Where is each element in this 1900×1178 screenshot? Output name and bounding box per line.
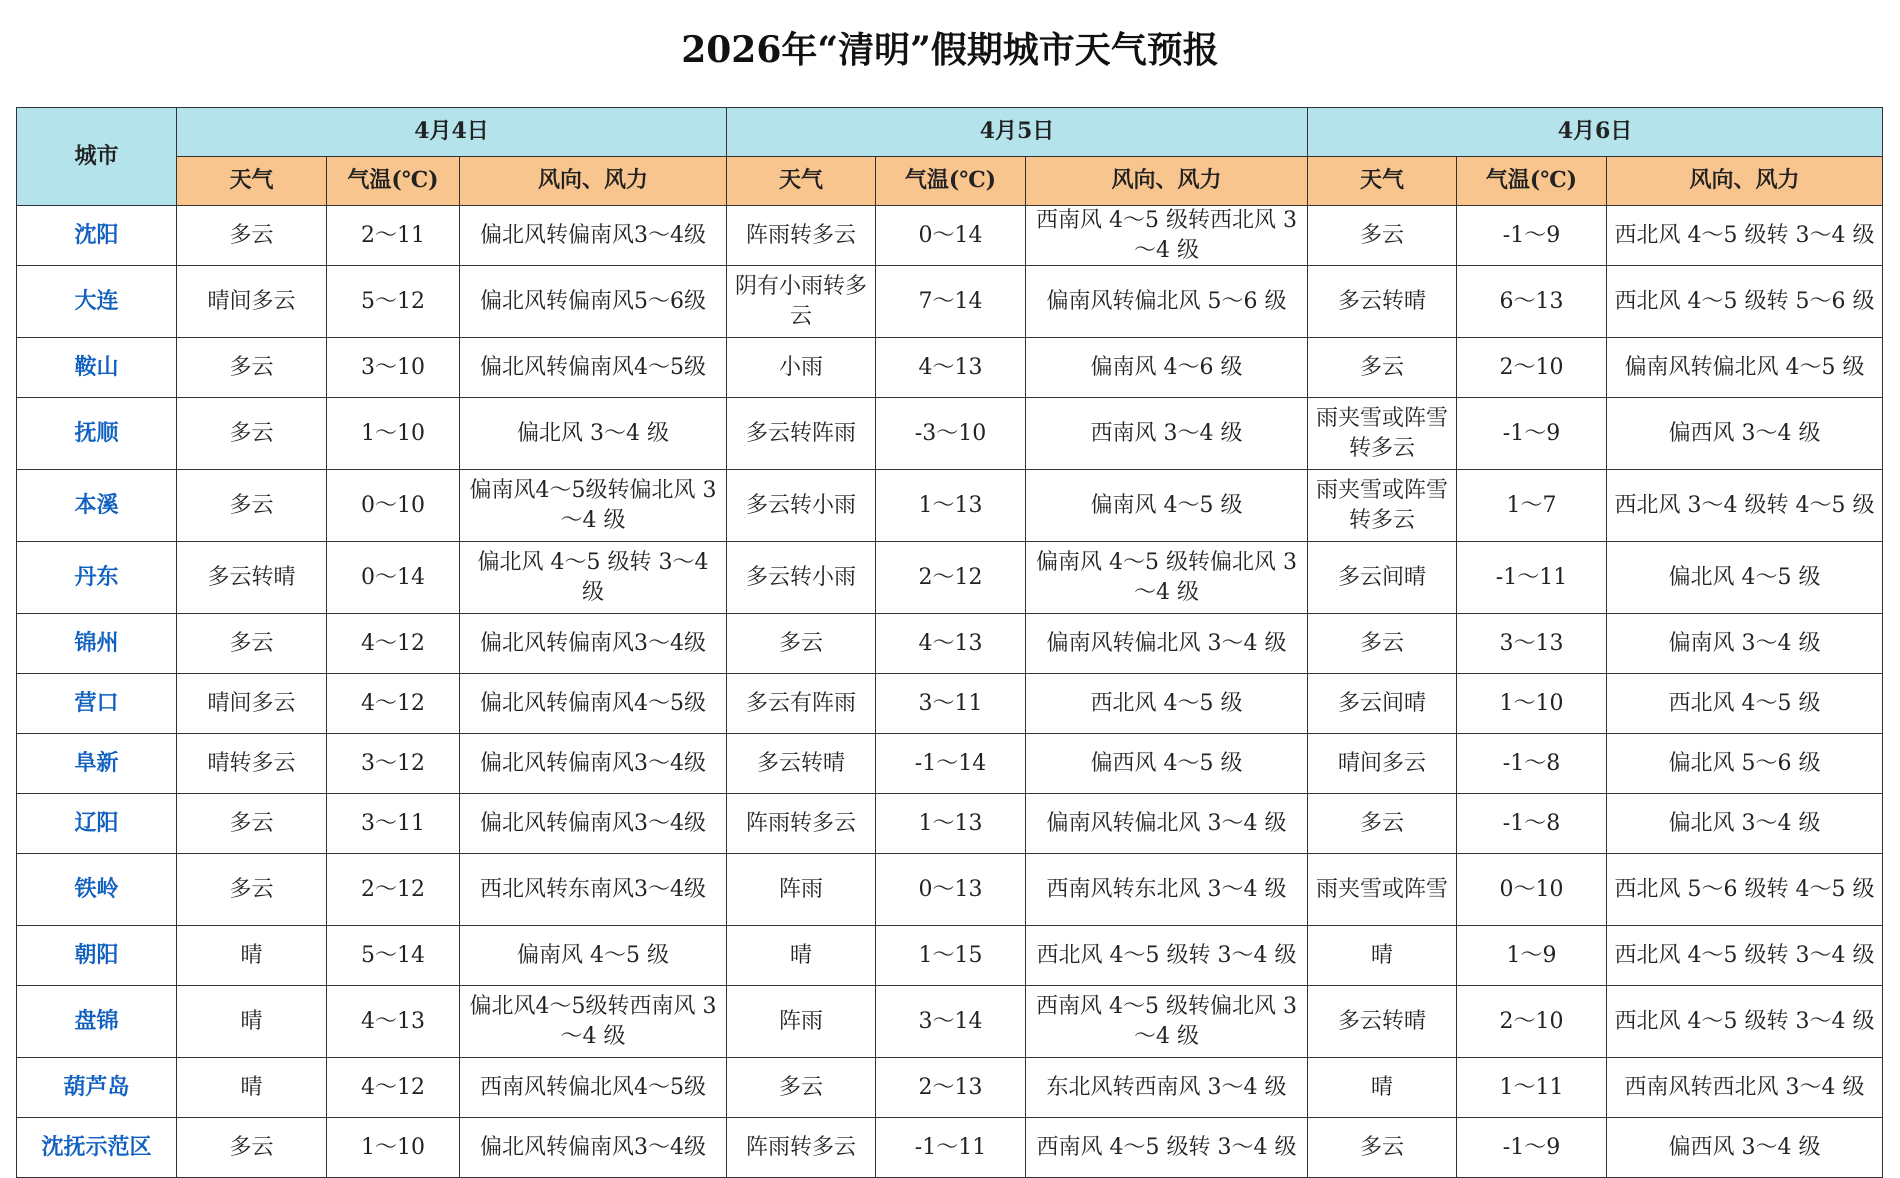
wind-cell: 西北风 4～5 级转 5～6 级: [1607, 266, 1883, 338]
wind-cell: 西北风转东南风3～4级: [460, 854, 727, 926]
table-row: [17, 266, 1883, 338]
weather-cell: 多云转阵雨: [727, 398, 876, 470]
wind-cell: 偏南风 3～4 级: [1607, 614, 1883, 674]
temperature-cell: 4～12: [327, 1058, 460, 1118]
weather-cell: 多云: [1308, 614, 1457, 674]
wind-cell: 西北风 3～4 级转 4～5 级: [1607, 470, 1883, 542]
temperature-cell: 1～10: [327, 1118, 460, 1178]
weather-cell: 晴: [177, 926, 327, 986]
weather-cell: 晴: [177, 986, 327, 1058]
wind-cell: 偏北风转偏南风3～4级: [460, 734, 727, 794]
weather-column-header: 天气: [1308, 157, 1457, 206]
table-row: [17, 470, 1883, 542]
wind-cell: 西南风 4～5 级转 3～4 级: [1026, 1118, 1308, 1178]
temperature-cell: -1～11: [876, 1118, 1026, 1178]
weather-cell: 多云有阵雨: [727, 674, 876, 734]
weather-cell: 多云: [1308, 794, 1457, 854]
table-row: [17, 398, 1883, 470]
wind-cell: 偏北风转偏南风3～4级: [460, 206, 727, 266]
table-row: [17, 1118, 1883, 1178]
weather-cell: 多云: [177, 614, 327, 674]
wind-cell: 偏南风 4～5 级: [1026, 470, 1308, 542]
weather-cell: 多云: [177, 206, 327, 266]
wind-cell: 西北风 4～5 级转 3～4 级: [1607, 926, 1883, 986]
weather-cell: 多云: [1308, 1118, 1457, 1178]
weather-cell: 阵雨转多云: [727, 206, 876, 266]
weather-cell: 多云: [1308, 206, 1457, 266]
city-column-header: 城市: [17, 108, 177, 206]
city-name: 沈抚示范区: [17, 1118, 177, 1178]
weather-cell: 多云: [727, 1058, 876, 1118]
city-name: 抚顺: [17, 398, 177, 470]
weather-cell: 多云转小雨: [727, 470, 876, 542]
weather-cell: 多云转晴: [177, 542, 327, 614]
temperature-cell: 1～15: [876, 926, 1026, 986]
temperature-cell: 3～14: [876, 986, 1026, 1058]
weather-cell: 多云: [177, 398, 327, 470]
temperature-cell: 3～11: [327, 794, 460, 854]
table-row: [17, 614, 1883, 674]
date-header: 4月4日: [177, 108, 727, 157]
wind-cell: 偏南风 4～5 级转偏北风 3～4 级: [1026, 542, 1308, 614]
city-name: 沈阳: [17, 206, 177, 266]
wind-cell: 偏北风 4～5 级: [1607, 542, 1883, 614]
wind-cell: 偏北风 5～6 级: [1607, 734, 1883, 794]
wind-cell: 偏南风 4～6 级: [1026, 338, 1308, 398]
wind-cell: 西北风 5～6 级转 4～5 级: [1607, 854, 1883, 926]
city-name: 营口: [17, 674, 177, 734]
date-header: 4月5日: [727, 108, 1308, 157]
wind-cell: 偏北风 3～4 级: [1607, 794, 1883, 854]
temperature-cell: 3～12: [327, 734, 460, 794]
wind-cell: 偏北风 4～5 级转 3～4 级: [460, 542, 727, 614]
temperature-cell: 3～11: [876, 674, 1026, 734]
wind-cell: 西北风 4～5 级转 3～4 级: [1607, 986, 1883, 1058]
wind-cell: 偏北风4～5级转西南风 3～4 级: [460, 986, 727, 1058]
weather-cell: 雨夹雪或阵雪: [1308, 854, 1457, 926]
wind-cell: 偏北风 3～4 级: [460, 398, 727, 470]
weather-cell: 阴有小雨转多云: [727, 266, 876, 338]
temperature-cell: 0～14: [327, 542, 460, 614]
temperature-cell: -1～11: [1457, 542, 1607, 614]
city-name: 辽阳: [17, 794, 177, 854]
weather-column-header: 天气: [727, 157, 876, 206]
weather-cell: 多云: [1308, 338, 1457, 398]
wind-cell: 西南风转偏北风4～5级: [460, 1058, 727, 1118]
weather-cell: 多云转晴: [727, 734, 876, 794]
city-name: 阜新: [17, 734, 177, 794]
weather-cell: 晴: [727, 926, 876, 986]
temperature-cell: 5～12: [327, 266, 460, 338]
weather-cell: 阵雨转多云: [727, 794, 876, 854]
weather-cell: 多云间晴: [1308, 542, 1457, 614]
weather-cell: 多云: [177, 794, 327, 854]
page-title: 2026年“清明”假期城市天气预报: [681, 29, 1219, 71]
weather-cell: 雨夹雪或阵雪转多云: [1308, 470, 1457, 542]
temperature-cell: 0～10: [1457, 854, 1607, 926]
city-name: 盘锦: [17, 986, 177, 1058]
wind-cell: 偏南风转偏北风 5～6 级: [1026, 266, 1308, 338]
city-name: 朝阳: [17, 926, 177, 986]
city-name: 锦州: [17, 614, 177, 674]
wind-cell: 西北风 4～5 级: [1607, 674, 1883, 734]
weather-cell: 小雨: [727, 338, 876, 398]
temperature-cell: 0～10: [327, 470, 460, 542]
weather-cell: 晴: [1308, 926, 1457, 986]
city-name: 大连: [17, 266, 177, 338]
temperature-cell: 1～13: [876, 794, 1026, 854]
temperature-cell: 4～13: [327, 986, 460, 1058]
temperature-cell: 1～13: [876, 470, 1026, 542]
table-row: [17, 542, 1883, 614]
temperature-cell: 6～13: [1457, 266, 1607, 338]
weather-cell: 阵雨: [727, 854, 876, 926]
wind-cell: 偏南风4～5级转偏北风 3～4 级: [460, 470, 727, 542]
wind-column-header: 风向、风力: [460, 157, 727, 206]
date-header: 4月6日: [1308, 108, 1883, 157]
weather-cell: 雨夹雪或阵雪转多云: [1308, 398, 1457, 470]
table-row: [17, 794, 1883, 854]
wind-cell: 偏西风 4～5 级: [1026, 734, 1308, 794]
wind-column-header: 风向、风力: [1026, 157, 1308, 206]
wind-cell: 西南风 3～4 级: [1026, 398, 1308, 470]
wind-cell: 偏北风转偏南风5～6级: [460, 266, 727, 338]
weather-cell: 阵雨转多云: [727, 1118, 876, 1178]
temperature-cell: 3～13: [1457, 614, 1607, 674]
city-name: 丹东: [17, 542, 177, 614]
wind-cell: 偏北风转偏南风4～5级: [460, 338, 727, 398]
weather-cell: 多云: [177, 854, 327, 926]
wind-cell: 偏南风转偏北风 4～5 级: [1607, 338, 1883, 398]
wind-cell: 偏北风转偏南风3～4级: [460, 1118, 727, 1178]
weather-cell: 晴间多云: [177, 266, 327, 338]
city-name: 葫芦岛: [17, 1058, 177, 1118]
wind-cell: 东北风转西南风 3～4 级: [1026, 1058, 1308, 1118]
wind-cell: 西南风转西北风 3～4 级: [1607, 1058, 1883, 1118]
weather-cell: 多云: [177, 470, 327, 542]
temperature-cell: -1～8: [1457, 794, 1607, 854]
temperature-cell: 0～13: [876, 854, 1026, 926]
table-row: [17, 986, 1883, 1058]
temperature-cell: 1～11: [1457, 1058, 1607, 1118]
temperature-cell: 0～14: [876, 206, 1026, 266]
weather-cell: 晴间多云: [177, 674, 327, 734]
temperature-cell: -1～9: [1457, 206, 1607, 266]
weather-cell: 多云: [177, 1118, 327, 1178]
temperature-cell: 2～12: [876, 542, 1026, 614]
wind-cell: 西北风 4～5 级: [1026, 674, 1308, 734]
temperature-cell: 4～12: [327, 614, 460, 674]
temperature-cell: 3～10: [327, 338, 460, 398]
weather-cell: 多云: [727, 614, 876, 674]
city-name: 铁岭: [17, 854, 177, 926]
temperature-cell: 1～10: [1457, 674, 1607, 734]
weather-cell: 晴: [177, 1058, 327, 1118]
temperature-cell: -1～9: [1457, 1118, 1607, 1178]
wind-cell: 偏西风 3～4 级: [1607, 398, 1883, 470]
temperature-cell: 4～13: [876, 614, 1026, 674]
temperature-cell: 2～13: [876, 1058, 1026, 1118]
weather-column-header: 天气: [177, 157, 327, 206]
weather-cell: 多云转晴: [1308, 986, 1457, 1058]
wind-cell: 西北风 4～5 级转 3～4 级: [1026, 926, 1308, 986]
temperature-cell: 1～7: [1457, 470, 1607, 542]
temperature-cell: 1～9: [1457, 926, 1607, 986]
wind-cell: 偏北风转偏南风4～5级: [460, 674, 727, 734]
weather-cell: 晴: [1308, 1058, 1457, 1118]
weather-cell: 多云转晴: [1308, 266, 1457, 338]
city-name: 鞍山: [17, 338, 177, 398]
wind-cell: 西南风转东北风 3～4 级: [1026, 854, 1308, 926]
city-name: 本溪: [17, 470, 177, 542]
table-row: [17, 854, 1883, 926]
weather-cell: 晴转多云: [177, 734, 327, 794]
temperature-cell: -1～14: [876, 734, 1026, 794]
wind-cell: 偏北风转偏南风3～4级: [460, 614, 727, 674]
wind-cell: 偏北风转偏南风3～4级: [460, 794, 727, 854]
temperature-column-header: 气温(℃): [1457, 157, 1607, 206]
temperature-cell: 2～11: [327, 206, 460, 266]
table-row: [17, 338, 1883, 398]
wind-cell: 西南风 4～5 级转西北风 3～4 级: [1026, 206, 1308, 266]
weather-cell: 阵雨: [727, 986, 876, 1058]
wind-cell: 偏西风 3～4 级: [1607, 1118, 1883, 1178]
temperature-cell: 2～10: [1457, 986, 1607, 1058]
wind-cell: 偏南风转偏北风 3～4 级: [1026, 794, 1308, 854]
weather-cell: 晴间多云: [1308, 734, 1457, 794]
temperature-cell: 2～12: [327, 854, 460, 926]
temperature-cell: -3～10: [876, 398, 1026, 470]
wind-cell: 西南风 4～5 级转偏北风 3～4 级: [1026, 986, 1308, 1058]
temperature-column-header: 气温(℃): [327, 157, 460, 206]
table-row: [17, 1058, 1883, 1118]
wind-cell: 偏南风 4～5 级: [460, 926, 727, 986]
temperature-cell: -1～9: [1457, 398, 1607, 470]
wind-cell: 西北风 4～5 级转 3～4 级: [1607, 206, 1883, 266]
temperature-cell: 5～14: [327, 926, 460, 986]
temperature-cell: 4～12: [327, 674, 460, 734]
wind-cell: 偏南风转偏北风 3～4 级: [1026, 614, 1308, 674]
weather-cell: 多云转小雨: [727, 542, 876, 614]
table-row: [17, 926, 1883, 986]
weather-cell: 多云: [177, 338, 327, 398]
temperature-cell: 4～13: [876, 338, 1026, 398]
temperature-cell: 2～10: [1457, 338, 1607, 398]
temperature-cell: 1～10: [327, 398, 460, 470]
weather-table: [16, 107, 1883, 1178]
wind-column-header: 风向、风力: [1607, 157, 1883, 206]
table-row: [17, 674, 1883, 734]
weather-cell: 多云间晴: [1308, 674, 1457, 734]
table-row: [17, 734, 1883, 794]
table-row: [17, 206, 1883, 266]
temperature-cell: 7～14: [876, 266, 1026, 338]
temperature-column-header: 气温(℃): [876, 157, 1026, 206]
temperature-cell: -1～8: [1457, 734, 1607, 794]
